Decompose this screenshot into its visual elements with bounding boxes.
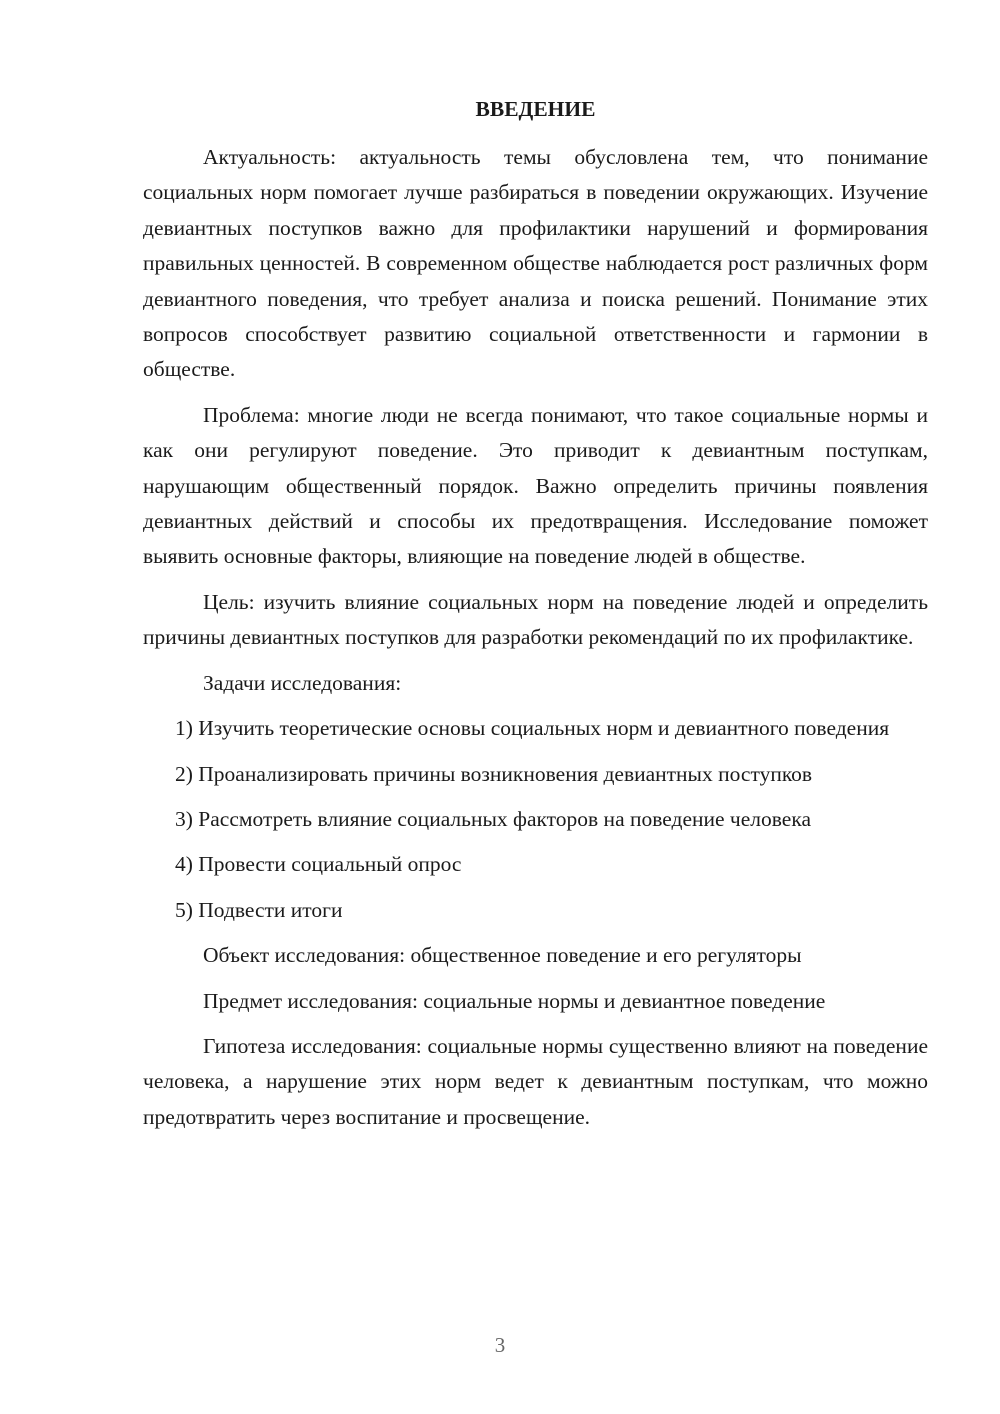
paragraph-tasks-heading: Задачи исследования: [203, 670, 402, 695]
paragraph-relevance: Актуальность: актуальность темы обусловлена тем, что понимание социальных норм помогает лучше разбираться в поведении окружающих. Изучение девиантных поступков важно для профилактики нарушений и формирования правильных ценностей. В современном обществе наблюдается рост различных форм девиантного поведения, что требует анализа и поиска решений. Понимание этих вопросов способствует развитию социальной ответственности и гармонии в обществе. [143, 145, 928, 382]
task-item: 5) Подвести итоги [175, 897, 343, 922]
task-item: 1) Изучить теоретические основы социальных норм и девиантного поведения [175, 716, 890, 741]
document-page [143, 92, 928, 1135]
paragraph-problem: Проблема: многие люди не всегда понимают, что такое социальные нормы и как они регулируют поведение. Это приводит к девиантным поступкам, нарушающим общественный порядок. Важно определить причины появления девиантных действий и способы их предотвращения. Исследование поможет выявить основные факторы, влияющие на поведение людей в обществе. [143, 402, 928, 569]
paragraph-object: Объект исследования: общественное поведение и его регуляторы [203, 943, 802, 968]
task-item: 4) Провести социальный опрос [175, 852, 462, 877]
page-number: 3 [494, 1333, 506, 1357]
paragraph-subject: Предмет исследования: социальные нормы и девиантное поведение [203, 988, 826, 1013]
paragraph-goal: Цель: изучить влияние социальных норм на поведение людей и определить причины девиантных поступков для разработки рекомендаций по их профилактике. [143, 589, 928, 650]
task-item: 2) Проанализировать причины возникновения девиантных поступков [175, 761, 813, 786]
paragraph-hypothesis: Гипотеза исследования: социальные нормы существенно влияют на поведение человека, а нарушение этих норм ведет к девиантным поступкам, что можно предотвратить через воспитание и просвещение. [143, 1033, 928, 1129]
task-item: 3) Рассмотреть влияние социальных факторов на поведение человека [175, 806, 812, 831]
section-title: ВВЕДЕНИЕ [475, 97, 596, 121]
